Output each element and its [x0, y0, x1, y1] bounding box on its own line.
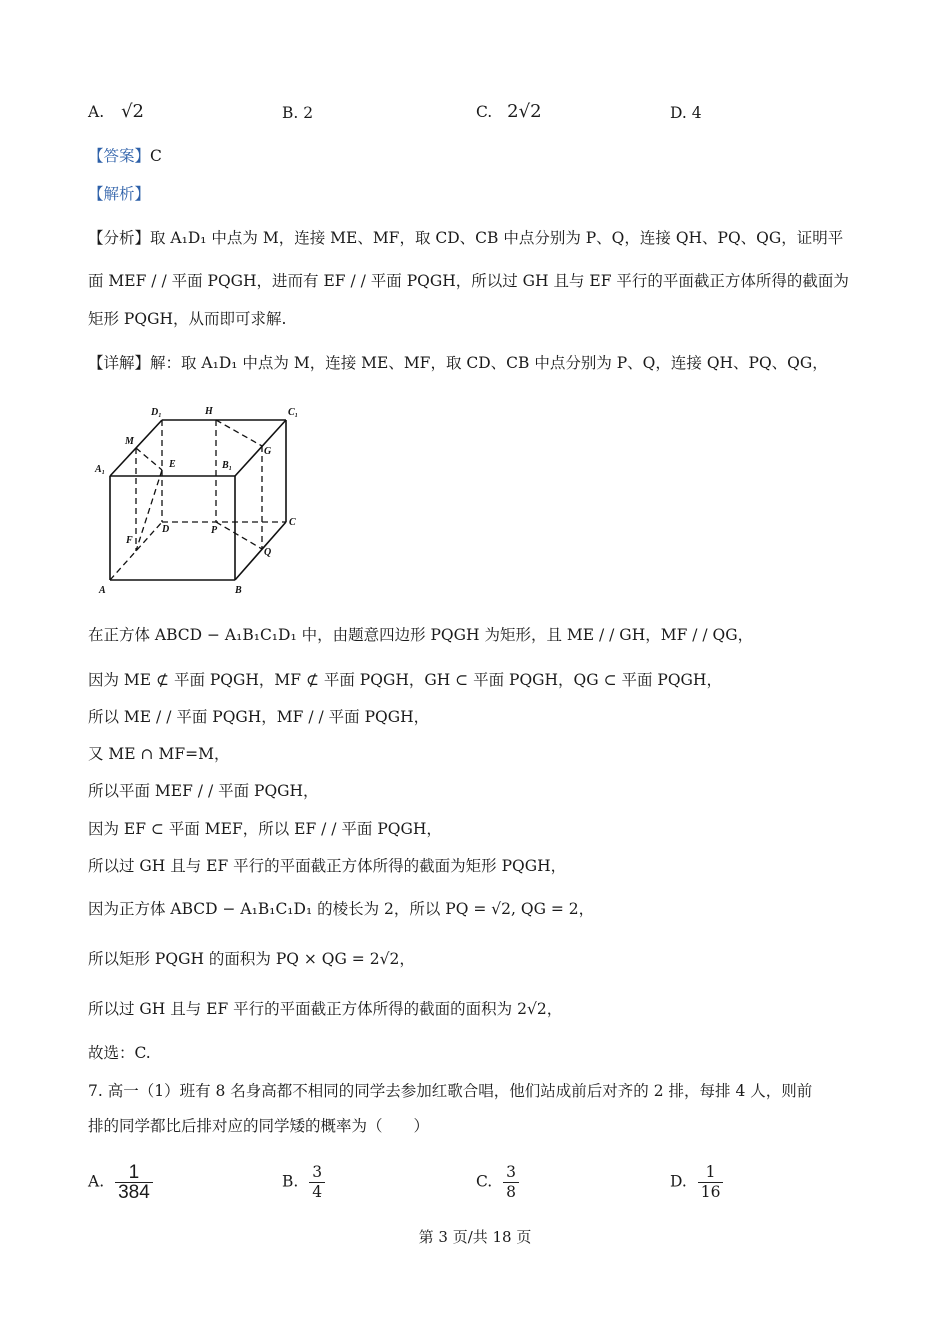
label-q: Q [264, 547, 272, 558]
analysis-line-2: 面 MEF / / 平面 PQGH，进而有 EF / / 平面 PQGH，所以过 GH 且与 EF 平行的平面截正方体所得的截面为 [88, 272, 849, 290]
cube-figure [92, 400, 312, 600]
edge-b-c [235, 522, 286, 580]
label-p: P [211, 525, 218, 536]
solution-line-11: 故选：C. [88, 1044, 151, 1062]
segment-me [136, 448, 162, 470]
label-a1: A₁ [95, 464, 106, 475]
q7-option-a: A. $\frac{1}{384}$ [88, 1163, 153, 1202]
answer-value: C [150, 147, 162, 165]
q7-line-2: 排的同学都比后排对应的同学矮的概率为（ ） [88, 1117, 430, 1135]
solution-line-3: 所以 ME / / 平面 PQGH，MF / / 平面 PQGH， [88, 708, 430, 726]
q7-option-b: B. $\frac{3}{4}$ [282, 1163, 325, 1202]
label-b: B [235, 585, 242, 596]
fraction-c: $\frac{3}{8}$ [503, 1163, 519, 1202]
solution-line-1: 在正方体 ABCD − A₁B₁C₁D₁ 中，由题意四边形 PQGH 为矩形，且 ME / / GH，MF / / QG， [88, 626, 754, 644]
label-c: C [289, 517, 296, 528]
fraction-a: $\frac{1}{384}$ [115, 1163, 153, 1202]
edge-b1-c1 [235, 420, 286, 476]
label-g: G [264, 446, 272, 457]
q6-option-a: A. √2 [88, 101, 144, 122]
segment-hg [216, 420, 262, 446]
label-h: H [205, 406, 213, 417]
label-e: E [169, 459, 176, 470]
solution-line-6: 因为 EF ⊂ 平面 MEF，所以 EF / / 平面 PQGH， [88, 820, 442, 838]
q6-option-c: C. 2√2 [476, 101, 542, 122]
label-b1: B₁ [222, 460, 233, 471]
analysis-line-1: 【分析】取 A₁D₁ 中点为 M，连接 ME、MF，取 CD、CB 中点分别为 P、Q，连接 QH、PQ、QG，证明平 [88, 229, 844, 247]
q7-option-d: D. $\frac{1}{16}$ [670, 1163, 723, 1202]
fraction-b: $\frac{3}{4}$ [309, 1163, 325, 1202]
fraction-d: $\frac{1}{16}$ [698, 1163, 724, 1202]
detail-line: 【详解】解：取 A₁D₁ 中点为 M，连接 ME、MF，取 CD、CB 中点分别为 P、Q，连接 QH、PQ、QG， [88, 354, 828, 372]
segment-pq [216, 522, 262, 549]
q7-option-c: C. $\frac{3}{8}$ [476, 1163, 519, 1202]
q6-option-d: D. 4 [670, 104, 702, 122]
label-a: A [99, 585, 106, 596]
q7-line-1: 7. 高一（1）班有 8 名身高都不相同的同学去参加红歌合唱，他们站成前后对齐的 2 排，每排 4 人，则前 [88, 1082, 813, 1100]
answer-tag: 【答案】 [88, 147, 151, 165]
label-m: M [125, 436, 134, 447]
q6-option-b: B. 2 [282, 104, 314, 122]
page-footer: 第 3 页/共 18 页 [418, 1228, 532, 1246]
segment-ef [136, 470, 162, 551]
analysis-tag: 【解析】 [88, 185, 151, 203]
solution-line-10: 所以过 GH 且与 EF 平行的平面截正方体所得的截面的面积为 2√2， [88, 1000, 563, 1018]
solution-line-8: 因为正方体 ABCD − A₁B₁C₁D₁ 的棱长为 2，所以 PQ = √2, QG = 2， [88, 900, 595, 918]
solution-line-2: 因为 ME ⊄ 平面 PQGH，MF ⊄ 平面 PQGH，GH ⊂ 平面 PQGH，QG ⊂ 平面 PQGH， [88, 671, 722, 689]
label-d1: D₁ [151, 407, 162, 418]
solution-line-5: 所以平面 MEF / / 平面 PQGH， [88, 782, 319, 800]
label-c1: C₁ [288, 407, 299, 418]
analysis-line-3: 矩形 PQGH，从而即可求解. [88, 310, 287, 328]
solution-line-9: 所以矩形 PQGH 的面积为 PQ × QG = 2√2， [88, 950, 415, 968]
answer-line [88, 145, 162, 167]
solution-line-4: 又 ME ∩ MF=M， [88, 745, 230, 763]
label-f: F [126, 535, 133, 546]
label-d: D [162, 524, 170, 535]
solution-line-7: 所以过 GH 且与 EF 平行的平面截正方体所得的截面为矩形 PQGH， [88, 857, 567, 875]
